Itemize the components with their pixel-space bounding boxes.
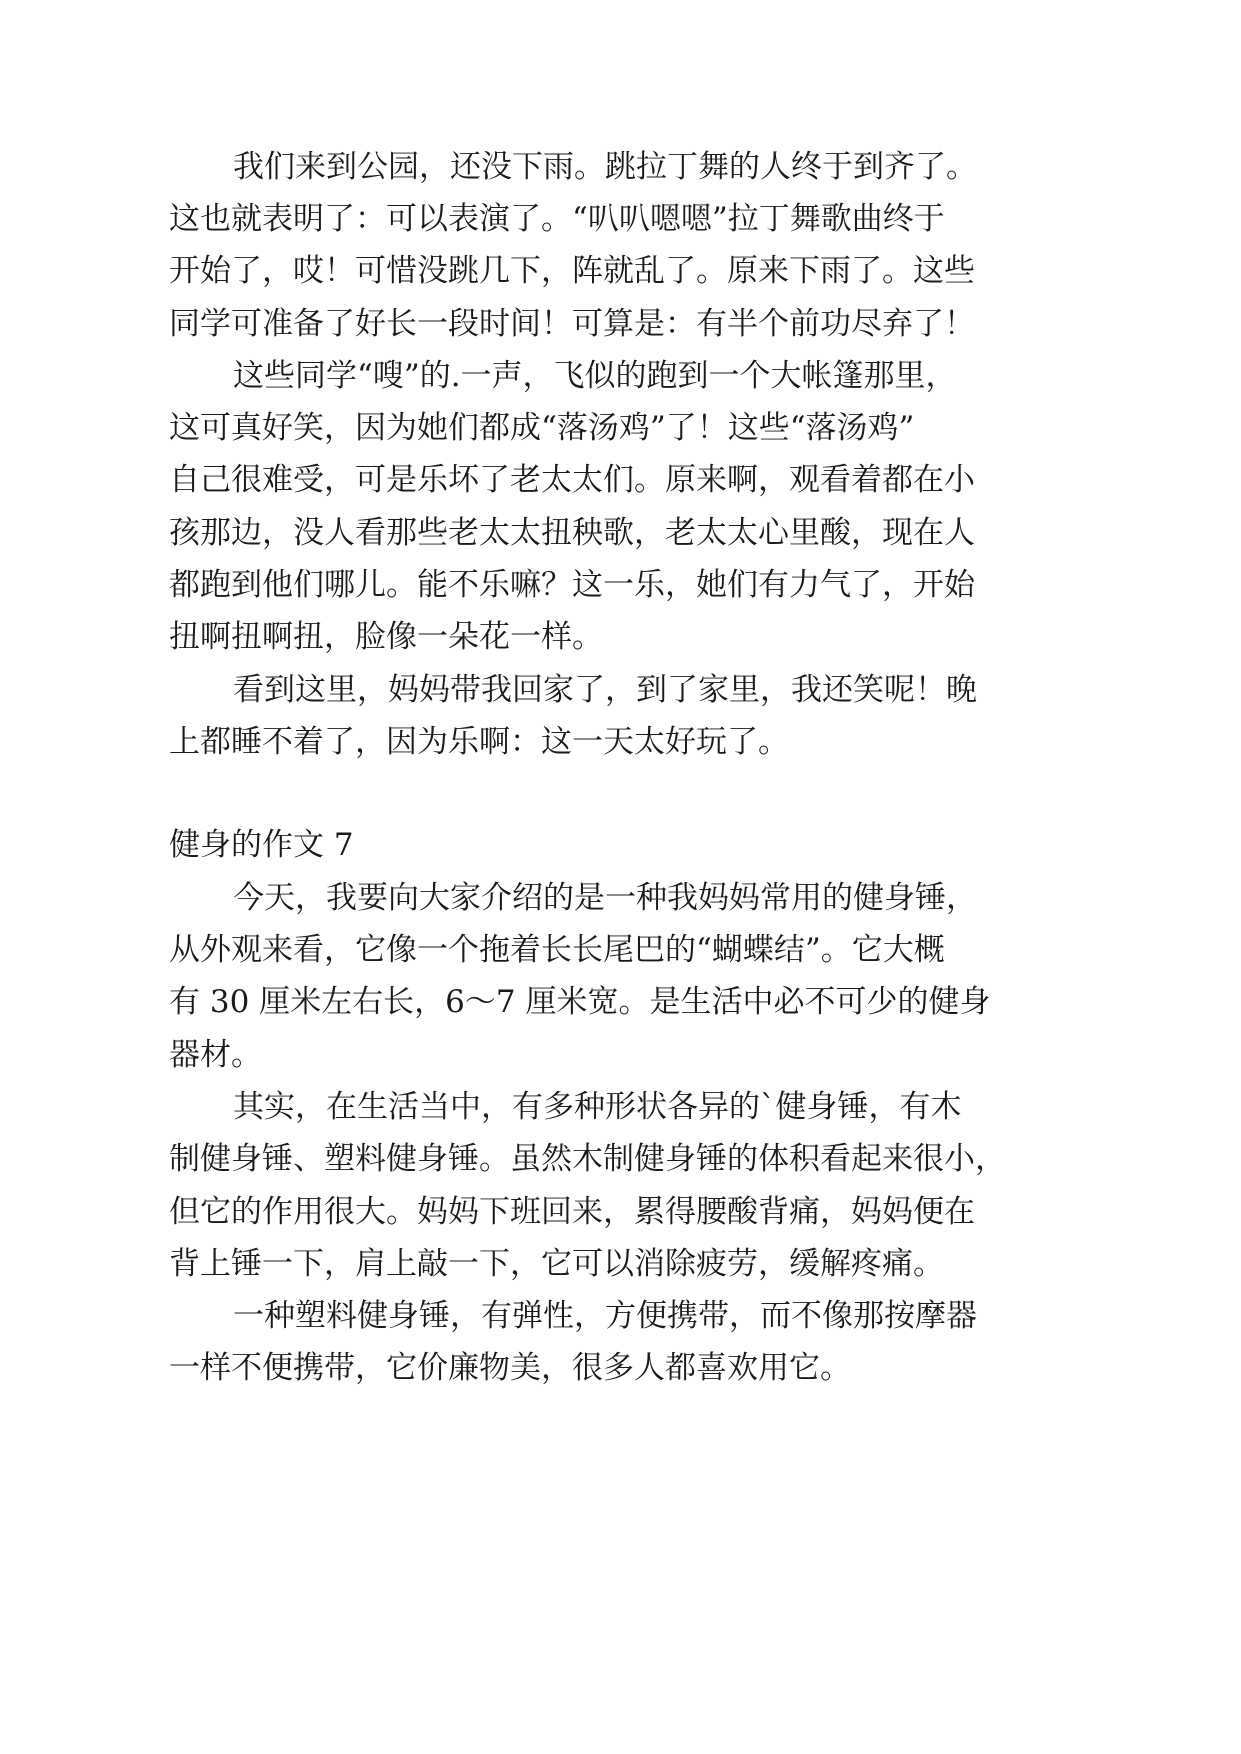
paragraph-line: 我们来到公园，还没下雨。跳拉丁舞的人终于到齐了。 <box>233 149 977 185</box>
paragraph-line: 扭啊扭啊扭，脸像一朵花一样。 <box>169 619 603 655</box>
paragraph-line: 其实，在生活当中，有多种形状各异的`健身锤，有木 <box>233 1089 962 1125</box>
paragraph-line: 有 30 厘米左右长，6～7 厘米宽。是生活中必不可少的健身 <box>169 984 991 1020</box>
paragraph-line: 上都睡不着了，因为乐啊：这一天太好玩了。 <box>169 724 789 760</box>
paragraph-line: 同学可准备了好长一段时间！可算是：有半个前功尽弃了！ <box>169 306 975 342</box>
paragraph-line: 但它的作用很大。妈妈下班回来，累得腰酸背痛，妈妈便在 <box>169 1194 975 1230</box>
paragraph-line: 自己很难受，可是乐坏了老太太们。原来啊，观看着都在小 <box>169 462 975 498</box>
paragraph-line: 今天，我要向大家介绍的是一种我妈妈常用的健身锤， <box>233 880 977 916</box>
paragraph-line: 这也就表明了：可以表演了。“叭叭嗯嗯”拉丁舞歌曲终于 <box>169 201 945 237</box>
section-heading: 健身的作文 7 <box>169 827 354 863</box>
paragraph-line: 一种塑料健身锤，有弹性，方便携带，而不像那按摩器 <box>233 1298 977 1334</box>
paragraph-line: 背上锤一下，肩上敲一下，它可以消除疲劳，缓解疼痛。 <box>169 1246 944 1282</box>
paragraph-line: 孩那边，没人看那些老太太扭秧歌，老太太心里酸，现在人 <box>169 515 975 551</box>
paragraph-line: 一样不便携带，它价廉物美，很多人都喜欢用它。 <box>169 1350 851 1386</box>
paragraph-line: 制健身锤、塑料健身锤。虽然木制健身锤的体积看起来很小， <box>169 1141 1006 1177</box>
paragraph-line: 从外观来看，它像一个拖着长长尾巴的“蝴蝶结”。它大概 <box>169 932 945 968</box>
paragraph-line: 都跑到他们哪儿。能不乐嘛？这一乐，她们有力气了，开始 <box>169 567 975 603</box>
paragraph-line: 看到这里，妈妈带我回家了，到了家里，我还笑呢！晚 <box>233 672 977 708</box>
paragraph-line: 这可真好笑，因为她们都成“落汤鸡”了！这些“落汤鸡” <box>169 410 915 446</box>
paragraph-line: 这些同学“嗖”的.一声，飞似的跑到一个大帐篷那里， <box>233 358 957 394</box>
paragraph-line: 开始了，哎！可惜没跳几下，阵就乱了。原来下雨了。这些 <box>169 253 975 289</box>
paragraph-line: 器材。 <box>169 1037 262 1073</box>
